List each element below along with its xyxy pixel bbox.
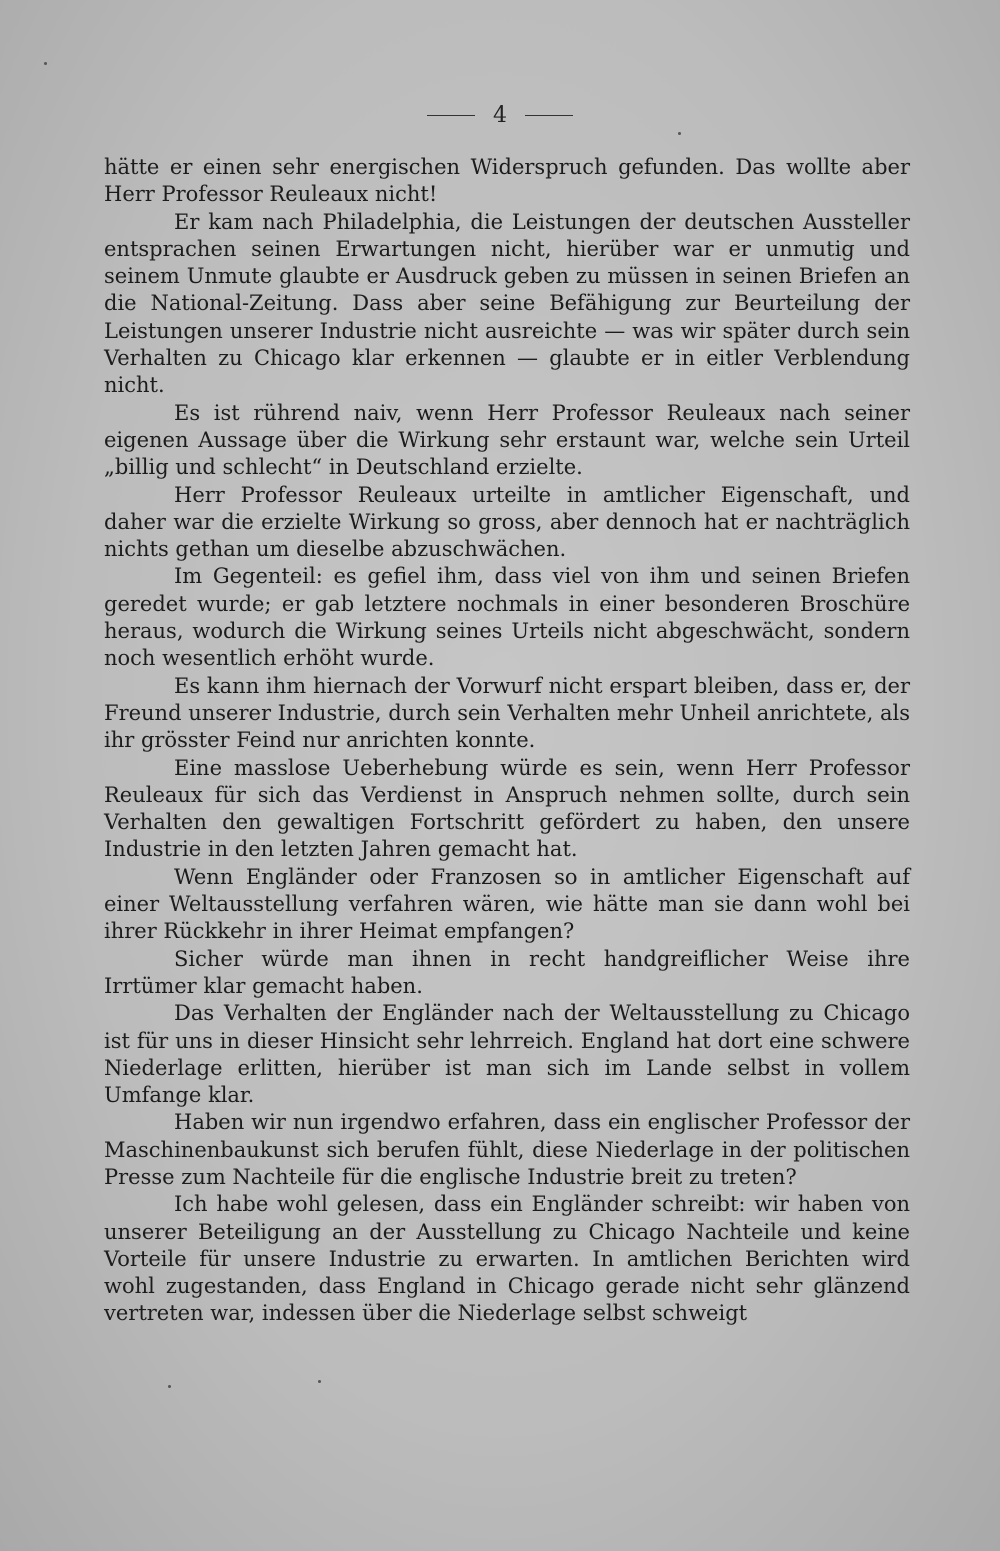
left-dash-rule [427,115,475,116]
paragraph-8: Wenn Engländer oder Franzosen so in amtlicher Eigenschaft auf einer Weltausstellung verfahren wären, wie hätte man sie dann wohl bei ihrer Rückkehr in ihrer Heimat empfangen? [104,864,910,944]
page-header [0,100,1000,130]
scan-speck [44,62,47,65]
paragraph-10: Das Verhalten der Engländer nach der Weltausstellung zu Chicago ist für uns in dieser Hinsicht sehr lehrreich. England hat dort eine schwere Niederlage erlitten, hierüber ist man sich im Lande selbst in vollem Umfange klar. [104,1001,910,1108]
paragraph-6: Es kann ihm hiernach der Vorwurf nicht erspart bleiben, dass er, der Freund unserer Industrie, durch sein Verhalten mehr Unheil anrichtete, als ihr grösster Feind nur anrichten konnte. [104,673,910,753]
paragraph-1: hätte er einen sehr energischen Widerspruch gefunden. Das wollte aber Herr Professor Reuleaux nicht! [104,155,910,207]
paragraph-4: Herr Professor Reuleaux urteilte in amtlicher Eigenschaft, und daher war die erzielte Wirkung so gross, aber dennoch hat er nachträglich nichts gethan um dieselbe abzuschwächen. [104,482,910,562]
paragraph-9: Sicher würde man ihnen in recht handgreiflicher Weise ihre Irrtümer klar gemacht haben. [104,946,910,998]
paragraph-11: Haben wir nun irgendwo erfahren, dass ein englischer Professor der Maschinenbaukunst sich berufen fühlt, diese Niederlage in der politischen Presse zum Nachteile für die englische Industrie breit zu treten? [104,1110,910,1189]
paragraph-7: Eine masslose Ueberhebung würde es sein, wenn Herr Professor Reuleaux für sich das Verdienst in Anspruch nehmen sollte, durch sein Verhalten den gewaltigen Fortschritt gefördert zu haben, den unsere Industrie in den letzten Jahren gemacht hat. [104,755,910,862]
paragraph-2: Er kam nach Philadelphia, die Leistungen der deutschen Aussteller entsprachen seinen Erwartungen nicht, hierüber war er unmutig und seinem Unmute glaubte er Ausdruck geben zu müssen in seinen Briefen an die National-Zeitung. Dass aber seine Befähigung zur Beurteilung der Leistungen unserer Industrie nicht ausreichte — was wir später durch sein Verhalten zu Chicago klar erkennen — glaubte er in eitler Verblendung nicht. [104,209,910,398]
right-dash-rule [525,115,573,116]
scan-speck [678,132,681,135]
paragraph-5: Im Gegenteil: es gefiel ihm, dass viel von ihm und seinen Briefen geredet wurde; er gab letztere nochmals in einer besonderen Broschüre heraus, wodurch die Wirkung seines Urteils nicht abgeschwächt, sondern noch wesentlich erhöht wurde. [104,564,910,671]
body-text [104,154,910,1328]
paragraph-12: Ich habe wohl gelesen, dass ein Engländer schreibt: wir haben von unserer Beteiligung an der Ausstellung zu Chicago Nachteile und keine Vorteile für unsere Industrie zu erwarten. In amtlichen Berichten wird wohl zugestanden, dass England in Chicago gerade nicht sehr glänzend vertreten war, indessen über die Niederlage selbst schweigt [104,1192,910,1326]
page-number: 4 [493,102,507,128]
scan-speck [318,1380,321,1383]
paragraph-3: Es ist rührend naiv, wenn Herr Professor Reuleaux nach seiner eigenen Aussage über die Wirkung sehr erstaunt war, welche sein Urteil „billig und schlecht“ in Deutschland erzielte. [104,400,910,480]
scan-speck [168,1385,171,1388]
